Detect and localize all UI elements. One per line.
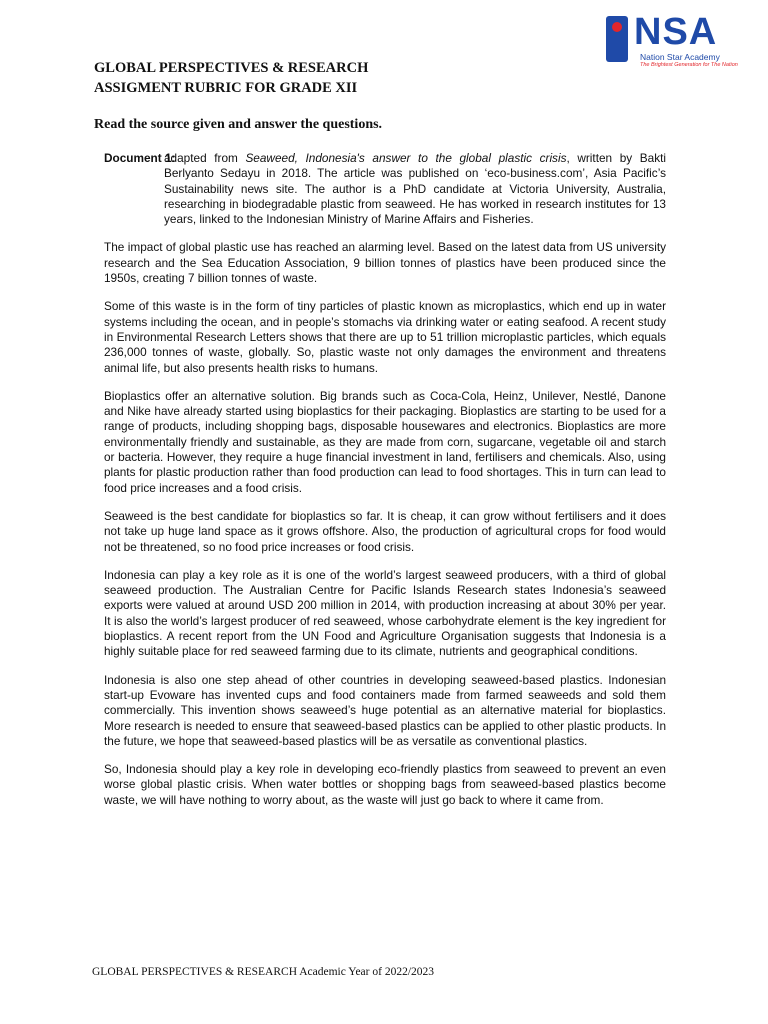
paragraph: The impact of global plastic use has reached an alarming level. Based on the latest data from US university research and the Sea Education Association, 9 billion tonnes of plastics have been produced since the 1950s, creating 7 billion tonnes of waste. xyxy=(104,240,666,286)
source-description xyxy=(164,151,666,227)
nsa-logo xyxy=(606,11,742,72)
title-line-2: ASSIGMENT RUBRIC FOR GRADE XII xyxy=(94,80,358,96)
paragraph: Seaweed is the best candidate for bioplastics so far. It is cheap, it can grow without fertilisers and it does not take up huge land space as it grows offshore. Also, the production of agricultural crops for food would not be threatened, so no food price increases or food crisis. xyxy=(104,508,666,554)
page-footer: GLOBAL PERSPECTIVES & RESEARCH Academic Year of 2022/2023 xyxy=(92,966,435,978)
paragraph: So, Indonesia should play a key role in developing eco-friendly plastics from seaweed to prevent an even worse global plastic crisis. When water bottles or shopping bags from seaweed-based plastics become waste, we will have nothing to worry about, as the waste will just go back to where it came from. xyxy=(104,762,666,807)
page-title xyxy=(94,58,368,98)
academy-emblem-icon xyxy=(606,16,628,62)
source-prefix: adapted from xyxy=(164,151,246,165)
paragraph: Bioplastics offer an alternative solution. Big brands such as Coca-Cola, Heinz, Unilever, Nestlé, Danone and Nike have already started using bioplastics for their packaging. Bioplastics are starting to be used for a range of products, including shopping bags, disposable housewares and electronics. Bioplastics are more environmentally friendly and sustainable, as they are made from corn, sugarcane, vegetable oil and starch or bacteria. However, they require a huge financial investment in land, fertilisers and chemicals. Also, using plants for plastic production rather than food production can lead to food shortages. This in turn can lead to food price increases and a food crisis. xyxy=(104,388,666,495)
paragraph: Indonesia can play a key role as it is one of the world’s largest seaweed producers, with a third of global seaweed production. The Australian Centre for Pacific Islands Research states Indonesia’s seaweed exports were valued at around USD 200 million in 2014, with production increasing at about 30% per year. It is also the world’s largest producer of red seaweed, whose carbohydrate element is the key ingredient for bioplastics. A recent report from the UN Food and Agriculture Organisation suggests that Indonesia is a highly suitable place for red seaweed farming due to its climate, nutrients and geographical conditions. xyxy=(104,567,666,659)
document-label: Document 1: xyxy=(104,151,176,165)
source-title: Seaweed, Indonesia's answer to the global plastic crisis xyxy=(245,151,567,165)
paragraph: Some of this waste is in the form of tiny particles of plastic known as microplastics, which end up in water systems including the ocean, and in people’s stomachs via drinking water or eating seafood. A recent study in Environmental Research Letters shows that there are up to 51 trillion microplastic particles, which equals 236,000 tonnes of waste, globally. So, plastic waste not only damages the environment and threatens animal life, but also presents health risks to humans. xyxy=(104,299,666,375)
logo-brand: NSA xyxy=(634,11,718,53)
paragraph: Indonesia is also one step ahead of other countries in developing seaweed-based plastics. Indonesian start-up Evoware has invented cups and food containers made from farmed seaweeds and sold them commercially. This invention shows seaweed’s huge potential as an alternative material for bioplastics. More research is needed to ensure that seaweed-based plastics can be applied to other plastic products. In the future, we hope that seaweed-based plastics will be as versatile as conventional plastics. xyxy=(104,672,666,748)
source-rest: , written by Bakti Berlyanto Sedayu in 2018. The article was published on ‘eco-business.com’, Asia Pacific’s Sustainability news site. The author is a PhD candidate at Victoria University, Australia, researching in biodegradable plastic from seaweed. He has worked in research institutes for 13 years, linked to the Indonesian Ministry of Marine Affairs and Fisheries. xyxy=(164,151,666,227)
document-source xyxy=(104,151,666,227)
document-1 xyxy=(104,151,666,821)
logo-tagline: The Brightest Generation for The Nation xyxy=(640,62,738,68)
instruction: Read the source given and answer the questions. xyxy=(94,117,383,132)
logo-name: Nation Star Academy xyxy=(640,52,720,62)
title-line-1: GLOBAL PERSPECTIVES & RESEARCH xyxy=(94,60,369,76)
